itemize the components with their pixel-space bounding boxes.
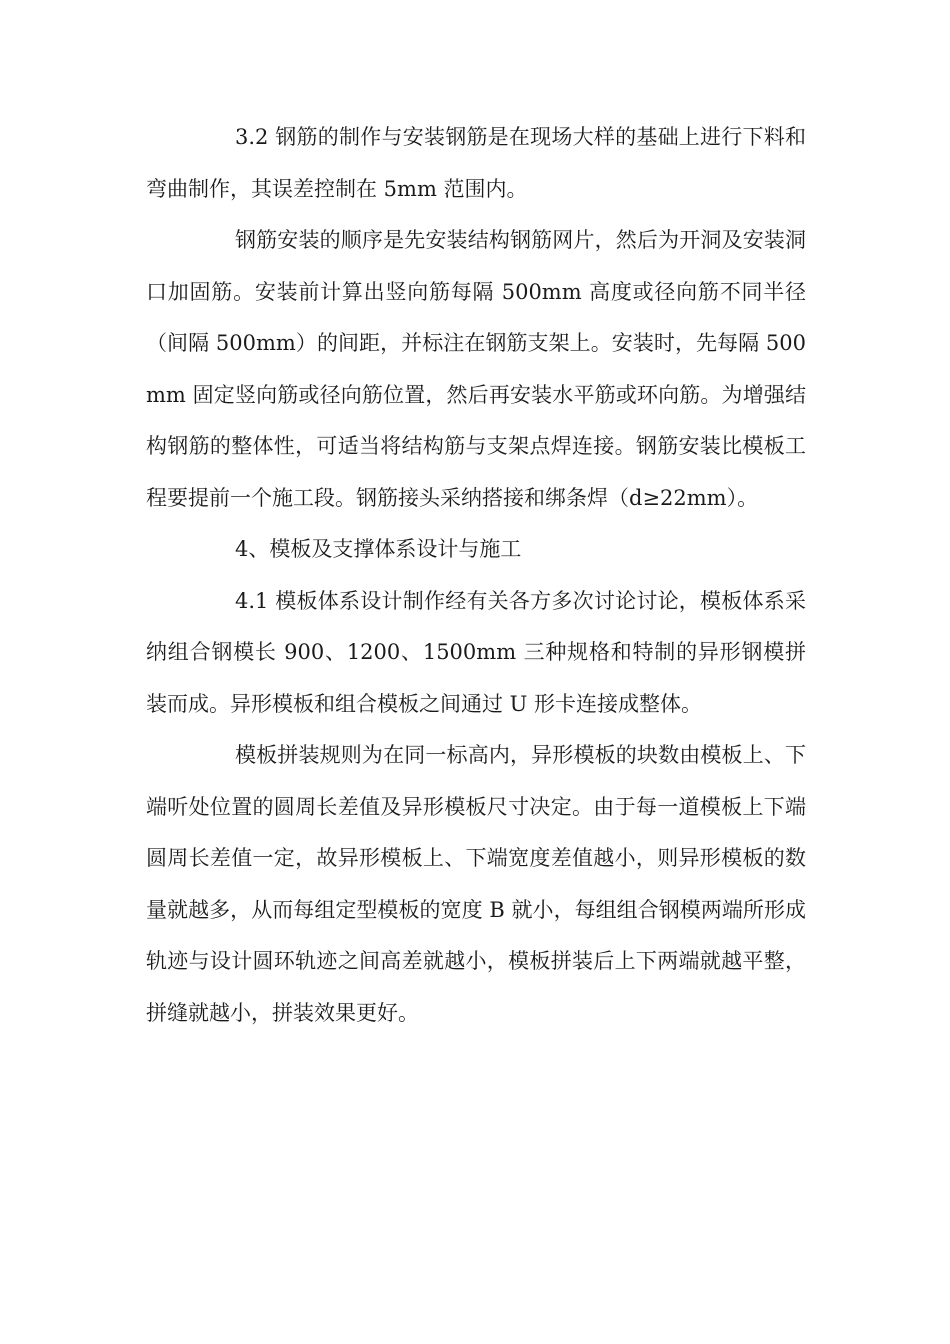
document-body bbox=[146, 112, 806, 1039]
paragraph-rebar-installation: 钢筋安装的顺序是先安装结构钢筋网片，然后为开洞及安装洞口加固筋。安装前计算出竖向筋每隔 500mm 高度或径向筋不同半径（间隔 500mm）的间距，并标注在钢筋支架上。安装时，先每隔 500mm 固定竖向筋或径向筋位置，然后再安装水平筋或环向筋。为增强结构钢筋的整体性，可适当将结构筋与支架点焊连接。钢筋安装比模板工程要提前一个施工段。钢筋接头采纳搭接和绑条焊（d≥22mm）。 bbox=[146, 228, 806, 510]
paragraph-rebar-fabrication: 3.2 钢筋的制作与安装钢筋是在现场大样的基础上进行下料和弯曲制作，其误差控制在 5mm 范围内。 bbox=[146, 125, 806, 201]
section-heading-formwork: 4、模板及支撑体系设计与施工 bbox=[235, 537, 522, 561]
paragraph-formwork-assembly-rules: 模板拼装规则为在同一标高内，异形模板的块数由模板上、下端听处位置的圆周长差值及异形模板尺寸决定。由于每一道模板上下端圆周长差值一定，故异形模板上、下端宽度差值越小，则异形模板的数量就越多，从而每组定型模板的宽度 B 就小，每组组合钢模两端所形成轨迹与设计圆环轨迹之间高差就越小，模板拼装后上下两端就越平整，拼缝就越小，拼装效果更好。 bbox=[146, 743, 806, 1025]
paragraph-formwork-design: 4.1 模板体系设计制作经有关各方多次讨论讨论，模板体系采纳组合钢模长 900、1200、1500mm 三种规格和特制的异形钢模拼装而成。异形模板和组合模板之间通过 U 形卡连接成整体。 bbox=[146, 588, 806, 716]
